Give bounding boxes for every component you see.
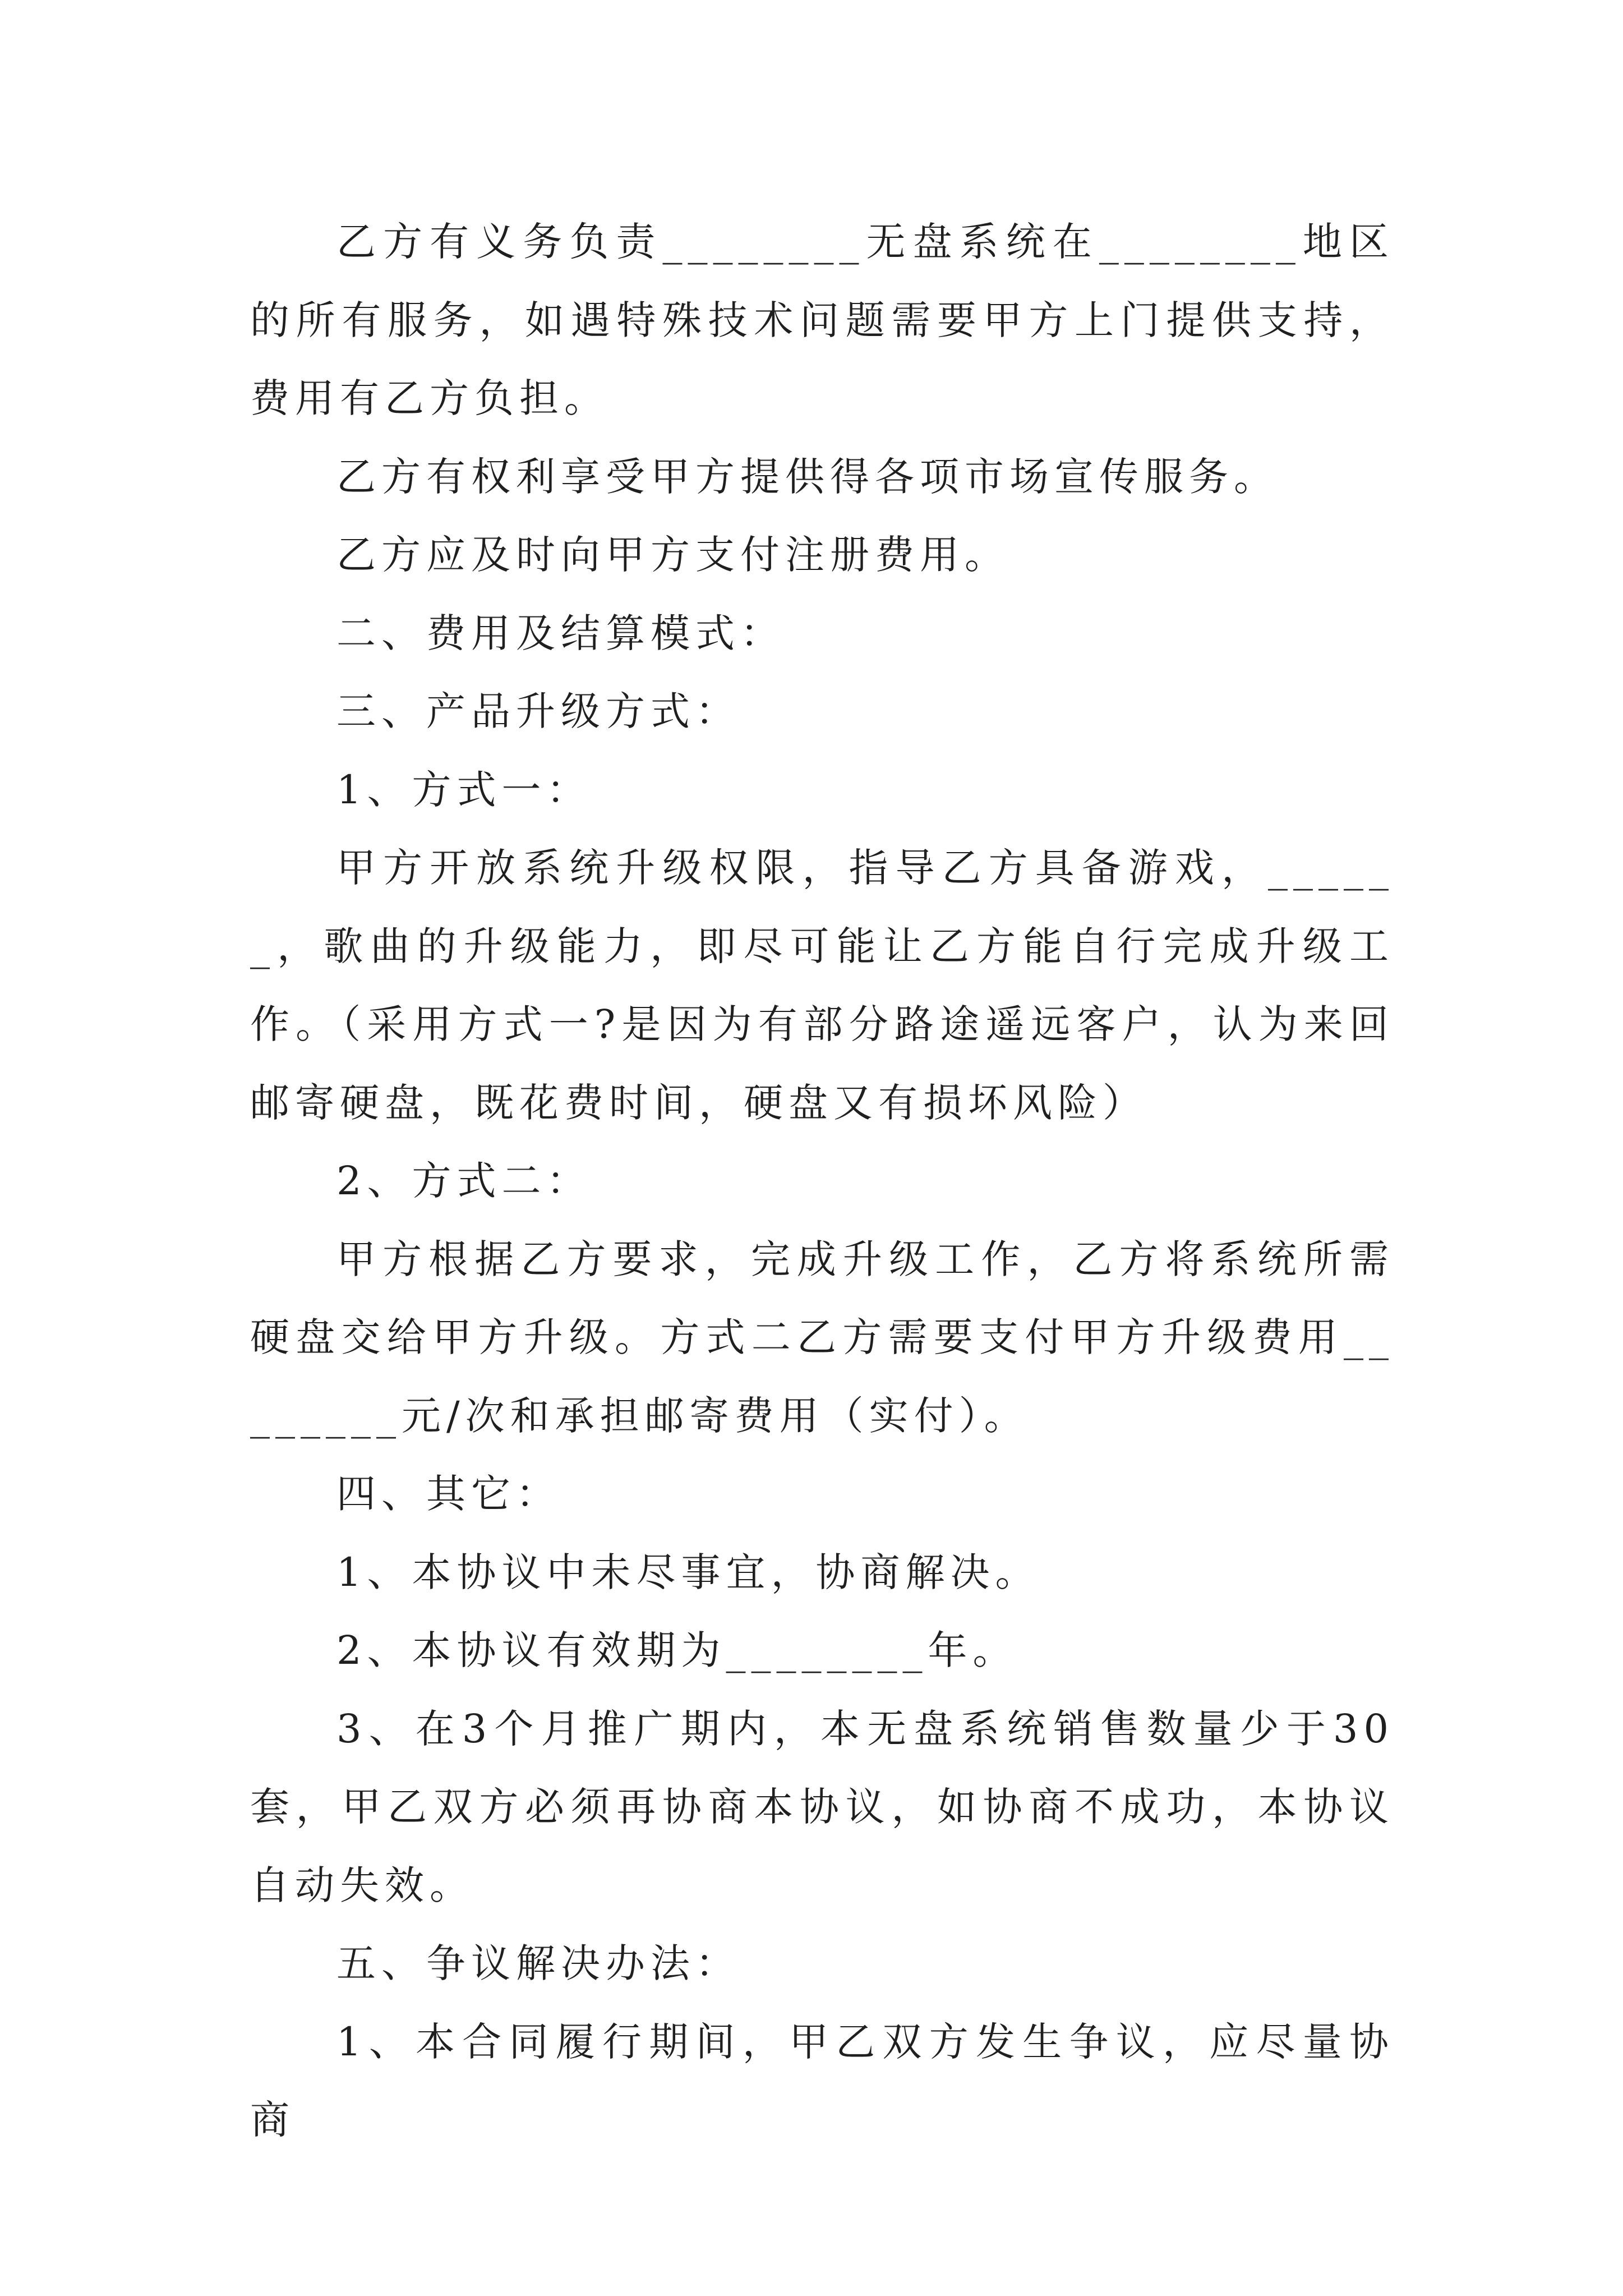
paragraph-dispute-1: 1、本合同履行期间，甲乙双方发生争议，应尽量协商: [250, 2018, 1394, 2143]
paragraph-other-2: 2、本协议有效期为________年。: [336, 1627, 1018, 1673]
paragraph-method-two-detail: 甲方根据乙方要求，完成升级工作，乙方将系统所需硬盘交给甲方升级。方式二乙方需要支付甲方升级费用________元/次和承担邮寄费用（实付）。: [250, 1236, 1394, 1439]
heading-upgrade-methods: 三、产品升级方式：: [336, 688, 740, 734]
heading-fees-settlement: 二、费用及结算模式：: [336, 610, 785, 656]
paragraph-registration-fee: 乙方应及时向甲方支付注册费用。: [336, 532, 1009, 578]
paragraph-other-3: 3、在3个月推广期内，本无盘系统销售数量少于30套，甲乙双方必须再协商本协议，如协商不成功，本协议自动失效。: [250, 1705, 1394, 1908]
paragraph-marketing-right: 乙方有权利享受甲方提供得各项市场宣传服务。: [336, 453, 1279, 500]
paragraph-method-one-detail: 甲方开放系统升级权限，指导乙方具备游戏，______，歌曲的升级能力，即尽可能让乙方能自行完成升级工作。（采用方式一?是因为有部分路途遥远客户，认为来回邮寄硬盘，既花费时间，硬盘又有损坏风险）: [250, 845, 1394, 1126]
heading-other: 四、其它：: [336, 1471, 561, 1517]
paragraph-service-duty: 乙方有义务负责________无盘系统在________地区的所有服务，如遇特殊技术问题需要甲方上门提供支持，费用有乙方负担。: [250, 219, 1394, 421]
paragraph-other-1: 1、本协议中未尽事宜，协商解决。: [336, 1549, 1040, 1595]
heading-dispute-resolution: 五、争议解决办法：: [336, 1940, 740, 1986]
heading-method-two: 2、方式二：: [336, 1158, 592, 1204]
heading-method-one: 1、方式一：: [336, 766, 592, 813]
document-body: [250, 203, 1394, 2160]
